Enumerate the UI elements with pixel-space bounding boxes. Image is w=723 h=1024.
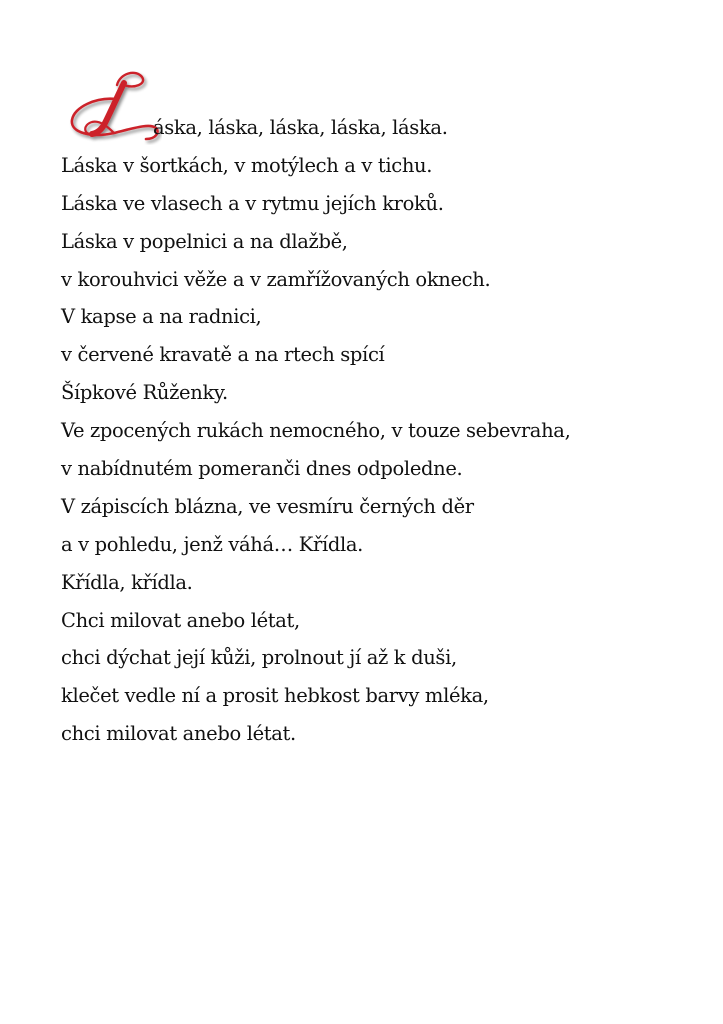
poem-line-2: Láska v šortkách, v motýlech a v tichu. [61,153,433,177]
poem-line-3: Láska ve vlasech a v rytmu jejích kroků. [61,191,444,215]
poem-line-9: Ve zpocených rukách nemocného, v touze sebevraha, [61,419,571,443]
poem-line-4: Láska v popelnici a na dlažbě, [61,229,348,253]
poem-line-16: klečet vedle ní a prosit hebkost barvy mléka, [61,684,489,708]
poem [61,109,711,753]
poem-line-5: v korouhvici věže a v zamřížovaných oknech. [61,267,491,291]
poem-line-6: V kapse a na radnici, [61,305,262,329]
poem-line-12: a v pohledu, jenž váhá… Křídla. [61,532,363,556]
poem-line-8: Šípkové Růženky. [61,381,228,405]
poem-line-1: áska, láska, láska, láska, láska. [153,116,448,139]
poem-line-10: v nabídnutém pomeranči dnes odpoledne. [61,457,463,481]
poem-line-11: V zápiscích blázna, ve vesmíru černých děr [61,494,474,518]
poem-line-7: v červené kravatě a na rtech spící [61,343,385,367]
poem-line-14: Chci milovat anebo létat, [61,608,300,632]
poem-line-13: Křídla, křídla. [61,570,193,594]
poem-line-17: chci milovat anebo létat. [61,722,296,746]
poem-line-15: chci dýchat její kůži, prolnout jí až k duši, [61,646,457,670]
